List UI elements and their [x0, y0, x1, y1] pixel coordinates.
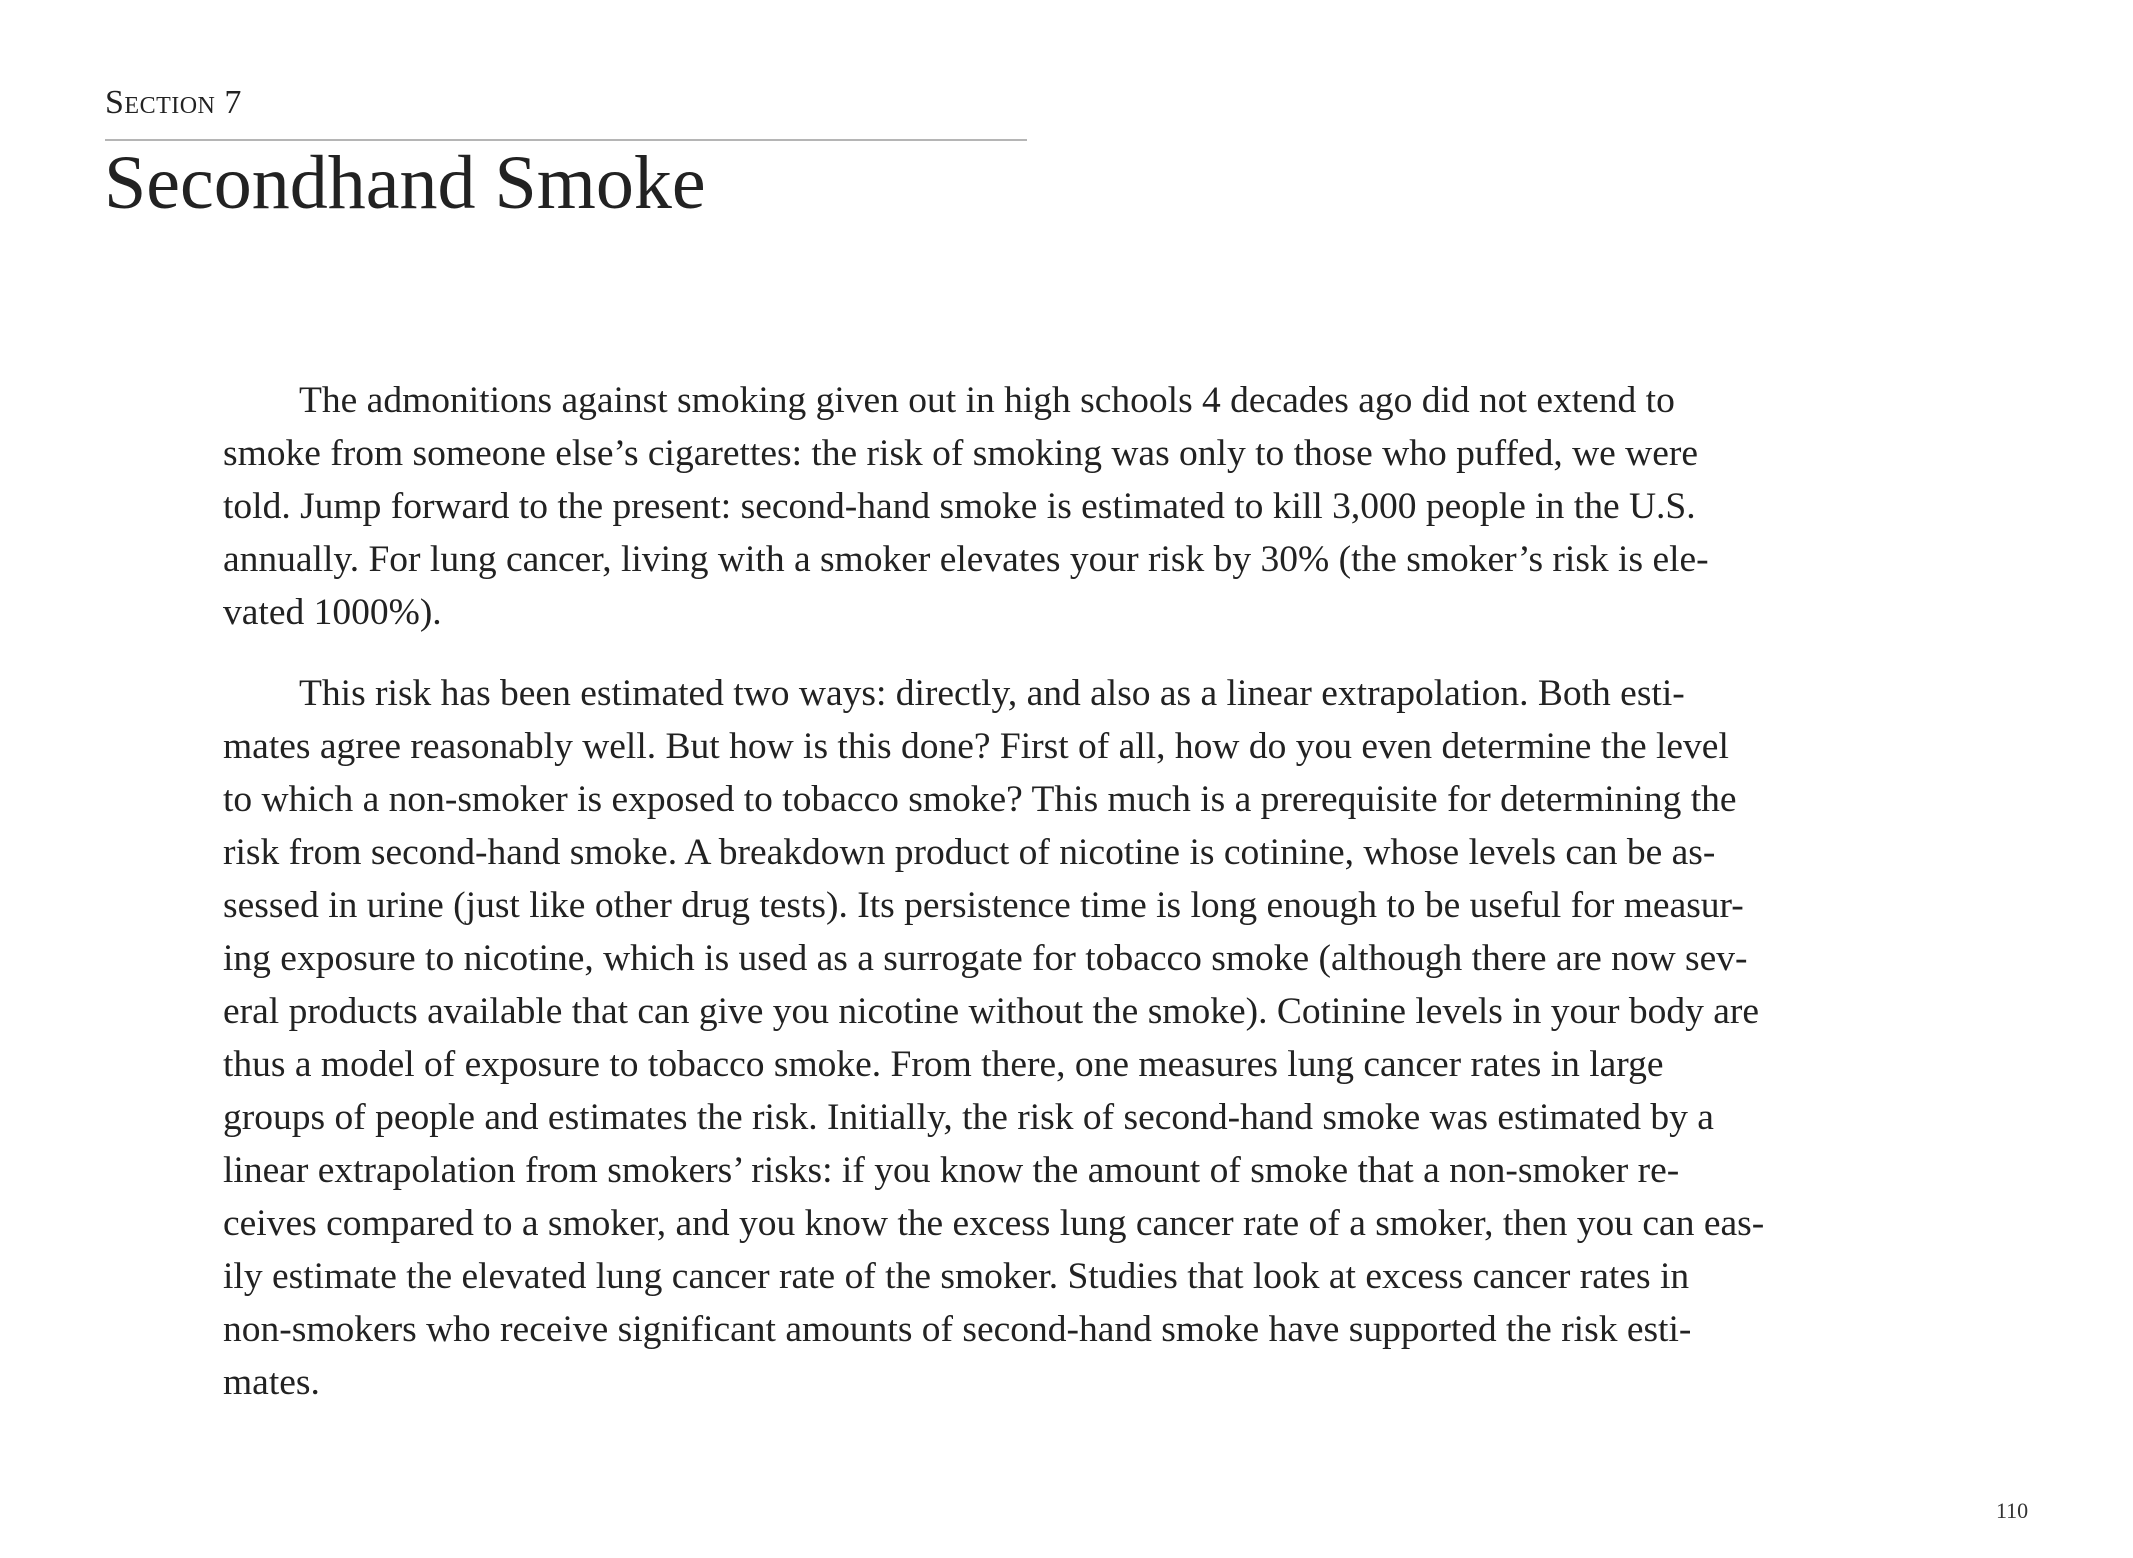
- text-line: eral products available that can give you nicotine without the smoke). Cotinine levels in your body are: [223, 991, 1760, 1032]
- text-line: ily estimate the elevated lung cancer rate of the smoker. Studies that look at excess cancer rates in: [223, 1256, 1690, 1297]
- text-line: told. Jump forward to the present: second-hand smoke is estimated to kill 3,000 people in the U.S.: [223, 486, 1696, 527]
- page-title: Secondhand Smoke: [104, 141, 706, 225]
- text-line: ing exposure to nicotine, which is used as a surrogate for tobacco smoke (although there are now sev-: [223, 938, 1748, 979]
- text-line: mates.: [223, 1362, 320, 1403]
- text-line: groups of people and estimates the risk. Initially, the risk of second-hand smoke was estimated by a: [223, 1097, 1714, 1138]
- paragraph: [223, 667, 1943, 1409]
- body-text: [223, 374, 1943, 1437]
- paragraph: [223, 374, 1943, 639]
- text-line: smoke from someone else’s cigarettes: the risk of smoking was only to those who puffed, we were: [223, 433, 1699, 474]
- text-line: sessed in urine (just like other drug tests). Its persistence time is long enough to be useful for measur-: [223, 885, 1744, 926]
- text-line: ceives compared to a smoker, and you know the excess lung cancer rate of a smoker, then you can eas-: [223, 1203, 1765, 1244]
- text-line: The admonitions against smoking given out in high schools 4 decades ago did not extend to: [299, 380, 1675, 421]
- page-number: 110: [1996, 1498, 2029, 1523]
- text-line: thus a model of exposure to tobacco smoke. From there, one measures lung cancer rates in large: [223, 1044, 1664, 1085]
- text-line: mates agree reasonably well. But how is this done? First of all, how do you even determine the level: [223, 726, 1729, 767]
- text-line: risk from second-hand smoke. A breakdown product of nicotine is cotinine, whose levels can be as-: [223, 832, 1716, 873]
- text-line: non-smokers who receive significant amounts of second-hand smoke have supported the risk esti-: [223, 1309, 1692, 1350]
- text-line: This risk has been estimated two ways: directly, and also as a linear extrapolation. Both esti-: [299, 673, 1685, 714]
- text-line: vated 1000%).: [223, 592, 442, 633]
- text-line: linear extrapolation from smokers’ risks: if you know the amount of smoke that a non-smoker re-: [223, 1150, 1680, 1191]
- text-line: to which a non-smoker is exposed to tobacco smoke? This much is a prerequisite for determining the: [223, 779, 1737, 820]
- text-line: annually. For lung cancer, living with a smoker elevates your risk by 30% (the smoker’s risk is ele-: [223, 539, 1709, 580]
- section-label: Section 7: [105, 84, 242, 121]
